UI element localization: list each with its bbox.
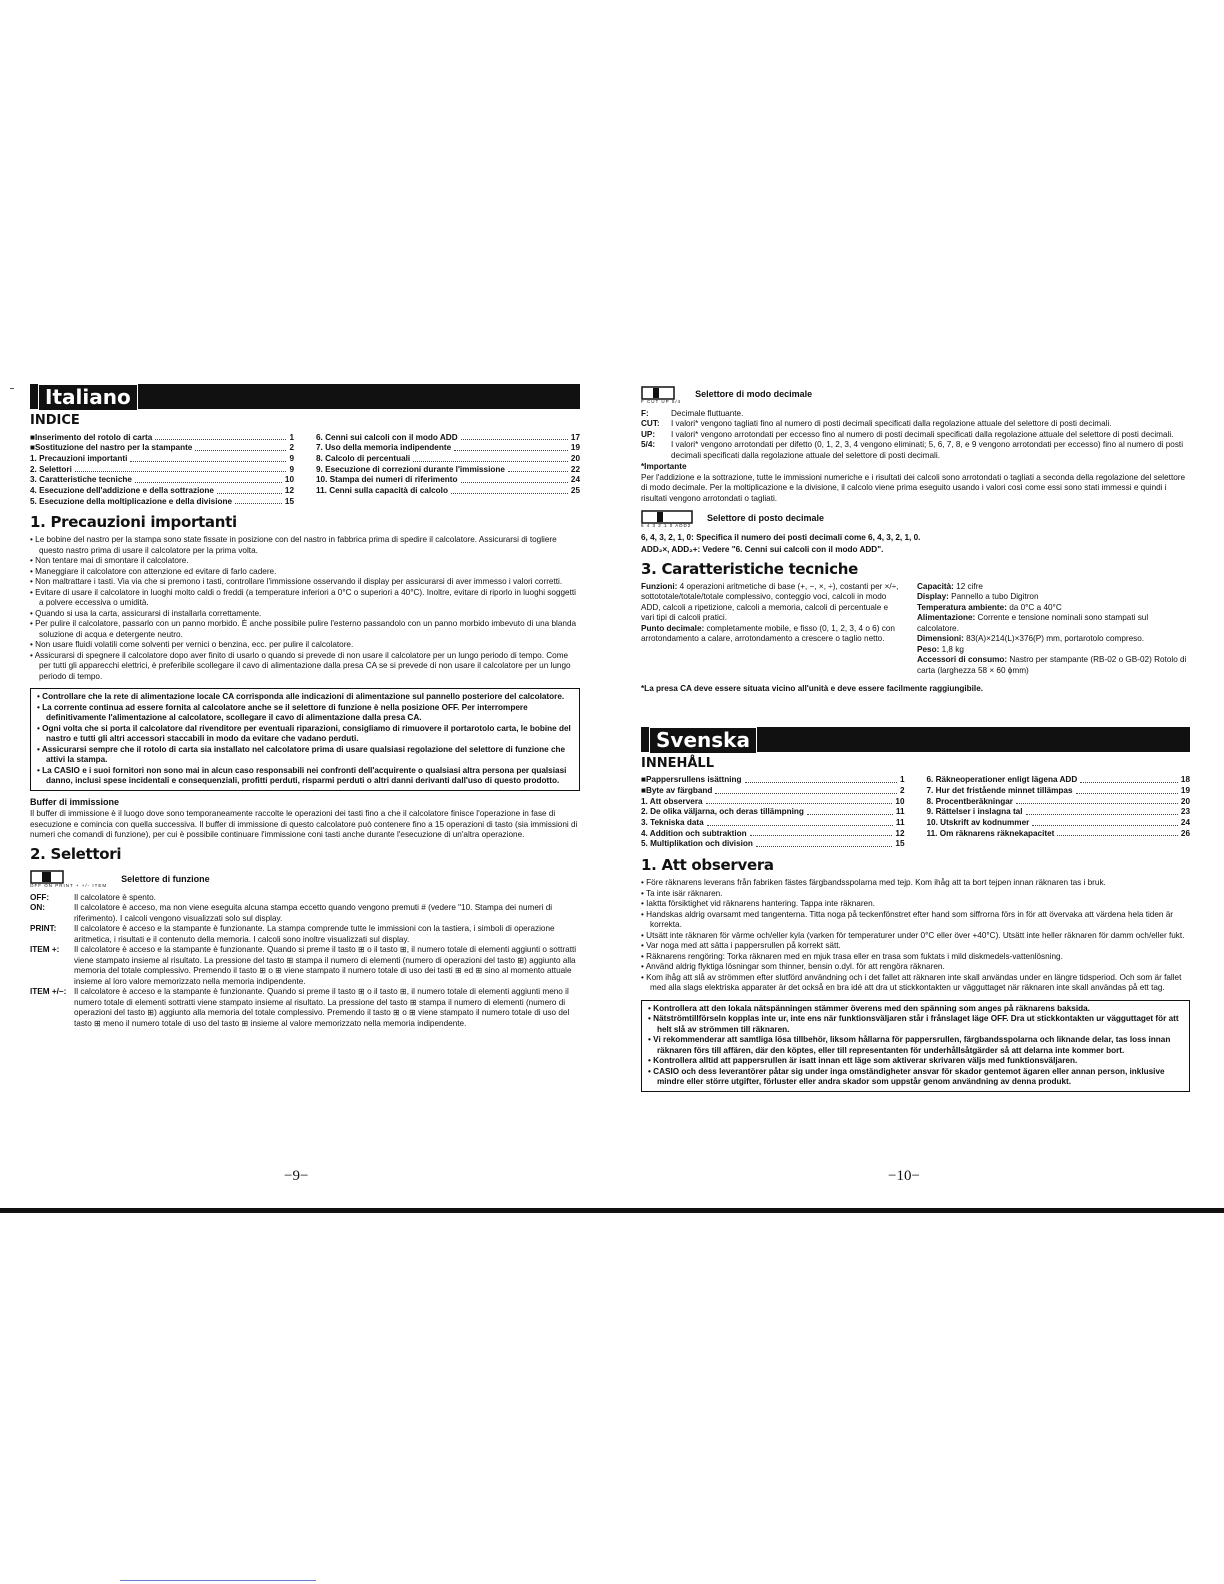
- decimal-place-title: Selettore di posto decimale: [707, 513, 825, 524]
- spec-value: completamente mobile, e fisso (0, 1, 2, 3, 4 o 6) con arrotondamento a calare, arrotondamento a crescere o taglio netto.: [641, 623, 895, 644]
- spec-value: 83(A)×214(L)×376(P) mm, portarotolo compreso.: [966, 634, 1145, 644]
- toc-entry-title: 11. Cenni sulla capacità di calcolo: [316, 485, 448, 495]
- specs-footnote: *La presa CA deve essere situata vicino all'unità e deve essere facilmente raggiungibile.: [641, 684, 984, 694]
- definition-row: [30, 945, 580, 987]
- toc-entry-page: 12: [284, 485, 294, 495]
- decimal-place-line-2: ADD₂×, ADD₂+: Vedere "6. Cenni sui calcoli con il modo ADD".: [641, 545, 884, 554]
- toc-entry: [927, 786, 1191, 797]
- toc-entry: [30, 465, 294, 476]
- toc-entry: [641, 797, 905, 808]
- toc-entry: [641, 839, 905, 850]
- spec-label: Capacità:: [917, 581, 954, 591]
- spec-value: Pannello a tubo Digitron: [951, 592, 1039, 602]
- toc-leader: [235, 497, 282, 505]
- list-item: • Quando si usa la carta, assicurarsi di installarla correttamente.: [30, 609, 580, 620]
- list-item: • Non usare fluidi volatili come solventi per vernici o benzina, ecc. per pulire il calcolatore.: [30, 640, 580, 651]
- toc-leader: [1032, 818, 1178, 826]
- list-item: • Vi rekommenderar att samtliga lösa tillbehör, liksom hållarna för pappersrullen, färgbandsspolarna och liknande delar, tas loss innan räknaren förs till affären, där den köptes, eller till representanten för underhållsåtgärder så att delarna inte kommer bort.: [648, 1035, 1183, 1056]
- toc-entry: [927, 797, 1191, 808]
- spec-label: Alimentazione:: [917, 613, 976, 623]
- toc-entry-title: 10. Utskrift av kodnummer: [926, 817, 1030, 827]
- toc-entry-page: 2: [899, 785, 905, 795]
- toc-leader: [1076, 786, 1178, 794]
- definition-text: Il calcolatore è acceso e la stampante è funzionante. Quando si preme il tasto ⊞ o il tasto ⊞, il numero totale di elementi aggiunti meno il numero totale di elementi sottratti viene stampato insieme al risultato. La pressione del tasto ⊞ stampa il numero di elementi (numero di operazioni del tasto ⊞) aggiunto alla memoria del totale complessivo. Premendo il tasto ⊞ o ⊞ viene stampato il numero totale di uso del tasto ⊞ meno il numero totale di uso del tasto ⊞ insieme al valore memorizzato nella memoria indipendente.: [74, 987, 570, 1028]
- toc-leader: [707, 818, 893, 826]
- spec-row: [917, 613, 1190, 634]
- toc-leader: [756, 839, 892, 847]
- definition-row: [641, 409, 1190, 420]
- toc-leader: [130, 454, 286, 462]
- toc-entry-title: 5. Multiplikation och division: [641, 839, 753, 849]
- list-item: • Kom ihåg att slå av strömmen efter slutförd användning och i det fallet att räknaren inte skall användas under en längre tidsperiod. Och som är fallet med alla slags elektriska apparater är det också en bra idé att dra ut stickkontakten ur vägguttaget när räknaren inte skall användas på ett tag.: [641, 973, 1190, 994]
- toc-leader: [155, 433, 286, 441]
- toc-column-left: [30, 433, 294, 508]
- toc-entry: [316, 443, 580, 454]
- definition-row: [641, 419, 1190, 430]
- toc-leader: [135, 475, 282, 483]
- toc-entry-page: 11: [895, 817, 905, 827]
- toc-entry: [316, 454, 580, 465]
- toc-entry: [927, 775, 1191, 786]
- warning-box: [641, 1000, 1190, 1092]
- observe-list: [641, 878, 1190, 994]
- toc-entry: [30, 497, 294, 508]
- toc-entry-page: 22: [570, 464, 580, 474]
- list-item: • Iaktta försiktighet vid räknarens hantering. Tappa inte räknaren.: [641, 899, 1190, 910]
- toc-entry-page: 18: [1180, 775, 1190, 785]
- spec-label: Peso:: [917, 644, 940, 654]
- toc-entry-title: 9. Esecuzione di correzioni durante l'immissione: [316, 464, 505, 474]
- decimal-place-labels: 6 4 3 2 1 0 ADD2: [641, 523, 692, 528]
- toc-entry: [316, 486, 580, 497]
- scan-artifact-line: [120, 1580, 316, 1581]
- definition-term: CUT:: [641, 419, 660, 428]
- toc-leader: [454, 443, 568, 451]
- language-title: Italiano: [38, 384, 138, 410]
- toc-entry-page: 1: [899, 775, 905, 785]
- decimal-mode-switch-icon: [641, 386, 681, 405]
- spec-row: [917, 655, 1190, 676]
- spec-value: 12 cifre: [956, 581, 983, 591]
- toc-column-right: [316, 433, 580, 508]
- toc-entry-title: 7. Hur det fristående minnet tillämpas: [926, 785, 1073, 795]
- list-item: • Var noga med att sätta i pappersrullen på korrekt sätt.: [641, 941, 1190, 952]
- toc-entry-page: 15: [284, 496, 294, 506]
- toc-leader: [451, 486, 568, 494]
- toc-entry-title: 5. Esecuzione della moltiplicazione e della divisione: [30, 496, 233, 506]
- toc-leader: [1080, 775, 1178, 783]
- toc-entry-title: 11. Om räknarens räknekapacitet: [926, 828, 1055, 838]
- toc-leader: [461, 475, 568, 483]
- specifications: [641, 582, 1190, 677]
- bottom-border: [0, 1208, 1224, 1213]
- toc-entry-title: 4. Esecuzione dell'addizione e della sottrazione: [30, 485, 214, 495]
- decimal-mode-labels: F CUT UP 5/4: [641, 399, 682, 404]
- toc-leader: [1016, 797, 1178, 805]
- section-title-precautions: 1. Precauzioni importanti: [30, 513, 237, 532]
- spec-label: Dimensioni:: [917, 634, 964, 644]
- definition-row: [30, 924, 580, 945]
- section-title-selectors: 2. Selettori: [30, 844, 122, 863]
- toc-entry-title: 8. Calcolo di percentuali: [316, 453, 411, 463]
- toc-entry-page: 19: [570, 443, 580, 453]
- definition-term: ITEM +/−:: [30, 987, 67, 997]
- list-item: • Assicurarsi di spegnere il calcolatore dopo aver finito di usarlo o quando si prevede di non usare il calcolatore per un lungo periodo di tempo. Come per tutti gli apparecchi elettrici, è preferibile scollegare il cavo di alimentazione dalla presa CA se si prevede di non usare il calcolatore per un lungo periodo di tempo.: [30, 651, 580, 683]
- definition-text: Il calcolatore è acceso, ma non viene eseguita alcuna stampa eccetto quando vengono premuti # (vedere "10. Stampa dei numeri di riferimento). I calcoli vengono visualizzati solo sul display.: [74, 903, 553, 923]
- page-10-column: [641, 386, 1190, 1098]
- toc-entry: [641, 829, 905, 840]
- toc-entry-title: 2. Selettori: [30, 464, 72, 474]
- definition-term: 5/4:: [641, 440, 656, 449]
- list-item: • La CASIO e i suoi fornitori non sono mai in alcun caso responsabili nei confronti dell'acquirente o qualsiasi altra persona per qualsiasi danno, inclusi spese incidentali e consequenziali, profitti perduti, risparmi perduti o altri danni derivanti dall'uso di questo prodotto.: [37, 766, 573, 787]
- toc-entry-page: 1: [289, 432, 294, 442]
- toc-entry: [316, 475, 580, 486]
- toc-entry-page: 26: [1180, 828, 1190, 838]
- definition-term: UP:: [641, 429, 656, 439]
- toc-leader: [706, 797, 893, 805]
- toc-entry: [316, 465, 580, 476]
- toc-entry-title: 1. Precauzioni importanti: [30, 453, 128, 463]
- list-item: • Kontrollera att den lokala nätspänningen stämmer överens med den spänning som anges på räknarens baksida.: [648, 1004, 1183, 1015]
- toc-entry: [641, 807, 905, 818]
- toc-leader: [1026, 807, 1178, 815]
- function-definitions: [30, 893, 580, 1030]
- spec-label: Display:: [917, 592, 949, 602]
- decimal-mode-selector-header: [641, 386, 1190, 405]
- toc-entry-title: 6. Räkneoperationer enligt lägena ADD: [926, 775, 1078, 785]
- list-item: • Per pulire il calcolatore, passarlo con un panno morbido. È anche possibile pulire l'esterno passandolo con un panno morbido imbevuto di una blanda soluzione di acqua e detergente neutro.: [30, 619, 580, 640]
- toc-leader: [715, 786, 897, 794]
- precautions-list: [30, 535, 580, 682]
- language-header-svenska: [641, 727, 1190, 752]
- toc-entry-title: 1. Att observera: [641, 796, 703, 806]
- spec-row: [641, 624, 903, 645]
- toc-leader: [75, 465, 287, 473]
- spec-label: Temperatura ambiente:: [917, 602, 1007, 612]
- definition-row: [641, 440, 1190, 461]
- toc-leader: [807, 807, 893, 815]
- function-selector-labels: OFF ON PRINT + +/- ITEM: [30, 883, 108, 889]
- toc-leader: [461, 433, 568, 441]
- index-title: INNEHÅLL: [641, 755, 714, 771]
- scan-mark: [10, 388, 14, 389]
- toc-entry: [30, 433, 294, 444]
- page-9-column: [30, 384, 580, 1029]
- toc-entry-title: ■Inserimento del rotolo di carta: [30, 432, 153, 442]
- definition-text: I valori* vengono arrotondati per eccesso fino al numero di posti decimali specificati dalla regolazione attuale del selettore di posti decimali.: [671, 429, 1174, 439]
- toc-entry-page: 24: [570, 475, 580, 485]
- spec-row: [641, 582, 903, 624]
- decimal-place-selector-header: [641, 510, 1190, 529]
- definition-text: Decimale fluttuante.: [671, 408, 744, 418]
- definition-row: [30, 893, 580, 904]
- definition-term: ITEM +:: [30, 945, 60, 955]
- spec-row: [917, 634, 1190, 645]
- list-item: • Före räknarens leverans från fabriken fästes färgbandsspolarna med tejp. Kom ihåg att ta bort tejpen innan räknaren tas i bruk.: [641, 878, 1190, 889]
- spec-value: da 0°C a 40°C: [1009, 602, 1062, 612]
- toc-entry-page: 11: [895, 807, 905, 817]
- definition-term: OFF:: [30, 892, 50, 902]
- decimal-place-switch-icon: [641, 510, 693, 529]
- toc-entry-page: 12: [895, 828, 905, 838]
- toc-leader: [508, 465, 568, 473]
- list-item: • Assicurarsi sempre che il rotolo di carta sia installato nel calcolatore prima di usare qualsiasi regolazione del selettore di funzione che attivi la stampa.: [37, 745, 573, 766]
- list-item: • Maneggiare il calcolatore con attenzione ed evitare di farlo cadere.: [30, 567, 580, 578]
- toc-entry-page: 24: [1180, 817, 1190, 827]
- warnings-list: [648, 1004, 1183, 1088]
- toc-entry: [927, 829, 1191, 840]
- toc-entry-page: 9: [289, 453, 294, 463]
- definition-text: I valori* vengono tagliati fino al numero di posti decimali specificati dalla regolazione attuale del selettore di posti decimali.: [671, 419, 1112, 428]
- buffer-title: Buffer di immissione: [30, 796, 120, 807]
- toc-leader: [217, 486, 282, 494]
- list-item: • Räknarens rengöring: Torka räknaren med en mjuk trasa eller en trasa som fuktats i mild diskmedels-vattenlösning.: [641, 952, 1190, 963]
- definition-text: Il calcolatore è acceso e la stampante è funzionante. Quando si preme il tasto ⊞ o il tasto ⊞, il numero totale di elementi aggiunti o sottratti viene stampato insieme al risultato. La pressione del tasto ⊞ stampa il numero di elementi (numero di operazioni del tasto ⊞) aggiunto alla memoria del totale complessivo. Premendo il tasto ⊞ o ⊞ viene stampato il numero totale di uso dei tasti ⊞ ed ⊞ sino al momento attuale insieme al loro valore memorizzato nella memoria indipendente.: [74, 945, 577, 986]
- toc-entry-title: 4. Addition och subtraktion: [641, 828, 747, 838]
- toc-entry-title: 3. Caratteristiche tecniche: [30, 475, 132, 485]
- table-of-contents: [641, 775, 1190, 850]
- list-item: • Non tentare mai di smontare il calcolatore.: [30, 556, 580, 567]
- definition-text: I valori* vengono arrotondati per difetto (0, 1, 2, 3, 4 vengono eliminati; 5, 6, 7, 8, e 9 vengono arrotondati per eccesso) fino al numero di posti decimali specificati dalla regolazione attuale del selettore di posti decimali.: [671, 440, 1184, 460]
- toc-entry-title: 10. Stampa dei numeri di riferimento: [316, 475, 458, 485]
- important-label: *Importante: [641, 462, 687, 471]
- list-item: • Handskas aldrig ovarsamt med tangenterna. Titta noga på teckenfönstret efter hand som siffrorna förs in för att övervaka att värdena hela tiden är korrekta.: [641, 910, 1190, 931]
- language-title: Svenska: [649, 727, 757, 753]
- section-title-observe: 1. Att observera: [641, 855, 774, 874]
- definition-text: Il calcolatore è spento.: [74, 892, 156, 902]
- definition-term: F:: [641, 408, 649, 418]
- list-item: • CASIO och dess leverantörer påtar sig under inga omständigheter ansvar för skador gentemot ägaren eller annan person, inklusive mindre eller större utgifter, förluster eller andra skador som uppstår genom användning av denna produkt.: [648, 1067, 1183, 1088]
- toc-entry-page: 17: [570, 432, 580, 442]
- spec-row: [917, 582, 1190, 593]
- function-selector-title: Selettore di funzione: [121, 873, 210, 884]
- toc-entry-title: ■Sostituzione del nastro per la stampante: [30, 443, 193, 453]
- definition-text: Il calcolatore è acceso e la stampante è funzionante. La stampa comprende tutte le immissioni con la tastiera, i simboli di operazione aritmetica, i risultati e il contenuto della memoria. I calcoli sono inoltre visualizzati sul display.: [74, 924, 555, 944]
- function-selector-switch-icon: [30, 870, 107, 889]
- list-item: • Le bobine del nastro per la stampa sono state fissate in posizione con del nastro in fabbrica prima di spedire il calcolatore. Assicurarsi di togliere questo nastro prima di usare il calcolatore per la prima volta.: [30, 535, 580, 556]
- list-item: • Använd aldrig flyktiga lösningar som thinner, bensin o.dyl. för att rengöra räknaren.: [641, 962, 1190, 973]
- list-item: • Ogni volta che si porta il calcolatore dal rivenditore per eventuali riparazioni, consigliamo di rimuovere il portarotolo carta, le bobine del nastro e tutti gli altri accessori staccabili in modo da evitare che vadano perduti.: [37, 724, 573, 745]
- toc-entry: [641, 786, 905, 797]
- toc-leader: [195, 443, 286, 451]
- toc-entry-page: 9: [289, 464, 294, 474]
- decimal-place-line-1: 6, 4, 3, 2, 1, 0: Specifica il numero dei posti decimali come 6, 4, 3, 2, 1, 0.: [641, 532, 921, 542]
- toc-entry-title: 9. Rättelser i inslagna tal: [926, 807, 1023, 817]
- spec-label: Punto decimale:: [641, 623, 705, 633]
- language-header-italiano: [30, 384, 580, 409]
- toc-leader: [1057, 829, 1178, 837]
- spec-value: Nastro per stampante (RB-02 o GB-02) Rotolo di carta (larghezza 58 × 60 ϕmm): [917, 655, 1187, 675]
- toc-column-left: [641, 775, 905, 850]
- spec-value: 4 operazioni aritmetiche di base (+, −, ×, ÷), costanti per ×/÷, sottototale/totale/totale complessivo, conteggio voci, calcoli in modo ADD, calcoli a ripetizione, calcoli a memoria, calcoli di percentuale e vari tipi di calcoli pratici.: [641, 581, 899, 623]
- spec-row: [917, 603, 1190, 614]
- specs-left-column: [641, 582, 903, 677]
- toc-entry-page: 10: [284, 475, 294, 485]
- list-item: • Non maltrattare i tasti. Via via che si premono i tasti, controllare l'immissione osservando il display per assicurarsi di aver immesso i valori corretti.: [30, 577, 580, 588]
- toc-entry-title: ■Pappersrullens isättning: [641, 775, 742, 785]
- toc-entry-title: ■Byte av färgband: [641, 785, 713, 795]
- toc-leader: [750, 829, 893, 837]
- function-selector-header: [30, 870, 580, 889]
- important-text: Per l'addizione e la sottrazione, tutte le immissioni numeriche e i risultati dei calcoli sono arrotondati o tagliati a seconda della regolazione del selettore di modo decimale. Per la moltiplicazione e la divisione, il calcolo viene prima eseguito usando i valori così come essi sono stati immessi e quindi i risultati vengono arrotondati o tagliati.: [641, 472, 1186, 503]
- decimal-mode-definitions: [641, 409, 1190, 462]
- definition-row: [30, 903, 580, 924]
- toc-entry-title: 8. Procentberäkningar: [926, 796, 1013, 806]
- list-item: • Controllare che la rete di alimentazione locale CA corrisponda alle indicazioni di alimentazione sul pannello posteriore del calcolatore.: [37, 692, 573, 703]
- spec-label: Funzioni:: [641, 581, 678, 591]
- list-item: • Ta inte isär räknaren.: [641, 889, 1190, 900]
- spec-value: Corrente e tensione nominali sono stampati sul calcolatore.: [917, 613, 1149, 633]
- section-title-specs: 3. Caratteristiche tecniche: [641, 559, 858, 578]
- specs-right-column: [917, 582, 1190, 677]
- toc-entry-page: 19: [1180, 785, 1190, 795]
- page-number-10: −10−: [888, 1168, 920, 1184]
- toc-entry-page: 20: [570, 453, 580, 463]
- warnings-list: [37, 692, 573, 787]
- toc-entry-page: 10: [895, 796, 905, 806]
- toc-entry-title: 6. Cenni sui calcoli con il modo ADD: [316, 432, 458, 442]
- toc-entry-title: 3. Tekniska data: [641, 817, 704, 827]
- toc-entry-page: 23: [1180, 807, 1190, 817]
- list-item: • Nätströmtillförseln kopplas inte ur, inte ens när funktionsväljaren står i frånslaget läge OFF. Dra ut stickkontakten ur vägguttaget för att helt slå av strömmen till räknaren.: [648, 1014, 1183, 1035]
- toc-entry: [30, 443, 294, 454]
- toc-entry: [927, 818, 1191, 829]
- index-title: INDICE: [30, 413, 80, 428]
- toc-entry-title: 7. Uso della memoria indipendente: [316, 443, 452, 453]
- decimal-mode-title: Selettore di modo decimale: [695, 389, 813, 400]
- buffer-text: Il buffer di immissione è il luogo dove sono temporaneamente raccolte le operazioni dei tasti fino a che il calcolatore finisce l'operazione in fase di esecuzione e comincia con quella successiva. Il buffer di immissione di questo calcolatore può contenere fino a 15 operazioni di tasto (sia immissioni di numeri che comandi di funzione), per cui è possibile continuare l'immissione coni tasti anche durante l'esecuzione di un'altra operazione.: [30, 809, 578, 840]
- definition-term: ON:: [30, 903, 46, 913]
- toc-entry: [641, 818, 905, 829]
- spec-row: [917, 592, 1190, 603]
- toc-entry-page: 25: [570, 485, 580, 495]
- list-item: • Kontrollera alltid att pappersrullen är isatt innan ett läge som aktiverar skrivaren väljs med funktionsväljaren.: [648, 1056, 1183, 1067]
- toc-entry-page: 20: [1180, 796, 1190, 806]
- toc-entry: [641, 775, 905, 786]
- spec-row: [917, 645, 1190, 656]
- toc-entry: [30, 454, 294, 465]
- spec-value: 1,8 kg: [941, 644, 964, 654]
- page-number-9: −9−: [284, 1168, 309, 1184]
- toc-leader: [745, 775, 897, 783]
- toc-column-right: [927, 775, 1191, 850]
- list-item: • Utsätt inte räknaren för värme och/eller kyla (varken för temperaturer under 0°C eller över +40°C). Utsätt inte heller räknaren för damm och/eller fukt.: [641, 931, 1190, 942]
- definition-term: PRINT:: [30, 924, 57, 934]
- list-item: • La corrente continua ad essere fornita al calcolatore anche se il selettore di funzione è nella posizione OFF. Per interrompere definitivamente l'alimentazione al calcolatore, scollegare il cavo di alimentazione dalla presa CA.: [37, 703, 573, 724]
- toc-entry: [927, 807, 1191, 818]
- toc-entry-title: 2. De olika väljarna, och deras tillämpning: [641, 807, 804, 817]
- toc-entry: [316, 433, 580, 444]
- toc-entry: [30, 486, 294, 497]
- spec-label: Accessori di consumo:: [917, 655, 1008, 665]
- list-item: • Evitare di usare il calcolatore in luoghi molto caldi o freddi (a temperature inferiori a 0°C o superiori a 40°C). Inoltre, evitare di riporlo in luoghi soggetti a polvere eccessiva o umidità.: [30, 588, 580, 609]
- warning-box: [30, 688, 580, 791]
- definition-row: [641, 430, 1190, 441]
- definition-row: [30, 987, 580, 1029]
- toc-entry-page: 2: [289, 443, 294, 453]
- toc-entry: [30, 475, 294, 486]
- toc-leader: [413, 454, 568, 462]
- toc-entry-page: 15: [895, 839, 905, 849]
- table-of-contents: [30, 433, 580, 508]
